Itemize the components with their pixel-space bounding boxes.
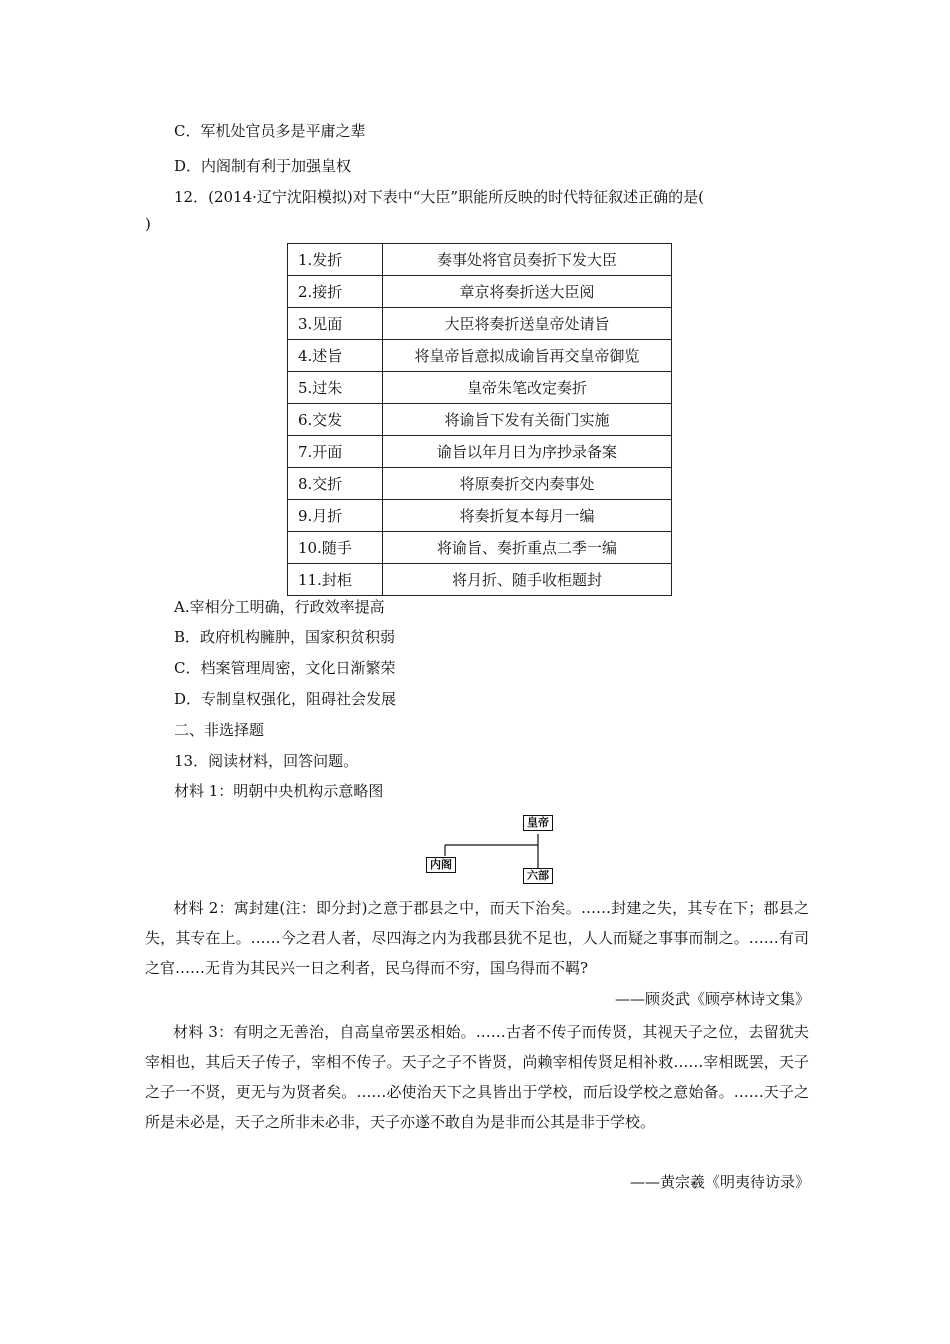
table-cell-step: 3.见面	[288, 308, 383, 340]
table-row	[288, 468, 672, 500]
table-row	[288, 436, 672, 468]
material2-body: 材料 2：寓封建(注：即分封)之意于郡县之中，而天下治矣。……封建之失，其专在下；郡县之失，其专在上。……今之君人者，尽四海之内为我郡县犹不足也，人人而疑之事事而制之。……有司之官……无肯为其民兴一日之利者，民乌得而不穷，国乌得而不羁?	[145, 899, 809, 977]
table-cell-desc: 章京将奏折送大臣阅	[383, 276, 672, 308]
material2-text	[145, 893, 809, 983]
table-cell-step: 5.过朱	[288, 372, 383, 404]
table-cell-step: 11.封柜	[288, 564, 383, 596]
table-cell-step: 4.述旨	[288, 340, 383, 372]
table-row	[288, 244, 672, 276]
table-row	[288, 404, 672, 436]
material3-body: 材料 3：有明之无善治，自高皇帝罢丞相始。……古者不传子而传贤，其视天子之位，去留犹夫宰相也，其后天子传子，宰相不传子。天子之子不皆贤，尚赖宰相传贤足相补救……宰相既罢，天子之子一不贤，更无与为贤者矣。……必使治天下之具皆出于学校，而后设学校之意始备。……天子之所是未必是，天子之所非未必非，天子亦遂不敢自为是非而公其是非于学校。	[145, 1023, 809, 1131]
material1-title: 材料 1：明朝中央机构示意略图	[174, 782, 384, 800]
table-row	[288, 276, 672, 308]
diagram-ministries: 六部	[523, 868, 553, 884]
table-cell-desc: 大臣将奏折送皇帝处请旨	[383, 308, 672, 340]
section-heading: 二、非选择题	[174, 721, 265, 739]
table-cell-step: 2.接折	[288, 276, 383, 308]
table-cell-desc: 将皇帝旨意拟成谕旨再交皇帝御览	[383, 340, 672, 372]
option-d-prev: D．内阁制有利于加强皇权	[174, 157, 352, 175]
table-row	[288, 372, 672, 404]
material2-source: ——顾炎武《顾亭林诗文集》	[614, 990, 810, 1008]
q13-stem: 13．阅读材料，回答问题。	[174, 752, 359, 770]
table-cell-desc: 将月折、随手收柜题封	[383, 564, 672, 596]
q12-option-c: C．档案管理周密，文化日渐繁荣	[174, 659, 396, 677]
q12-option-a: A.宰相分工明确，行政效率提高	[174, 598, 385, 616]
table-cell-step: 9.月折	[288, 500, 383, 532]
table-row	[288, 500, 672, 532]
duties-table	[287, 243, 672, 596]
table-cell-step: 7.开面	[288, 436, 383, 468]
table-cell-desc: 将奏折复本每月一编	[383, 500, 672, 532]
table-cell-desc: 将谕旨下发有关衙门实施	[383, 404, 672, 436]
table-cell-step: 10.随手	[288, 532, 383, 564]
table-cell-desc: 将谕旨、奏折重点二季一编	[383, 532, 672, 564]
table-row	[288, 564, 672, 596]
q12-stem: 12．(2014·辽宁沈阳模拟)对下表中“大臣”职能所反映的时代特征叙述正确的是(	[174, 188, 704, 206]
table-cell-desc: 奏事处将官员奏折下发大臣	[383, 244, 672, 276]
q12-option-d: D．专制皇权强化，阻碍社会发展	[174, 690, 397, 708]
q12-option-b: B．政府机构臃肿，国家积贫积弱	[174, 628, 396, 646]
material3-source: ——黄宗羲《明夷待访录》	[629, 1173, 810, 1191]
table-row	[288, 532, 672, 564]
table-row	[288, 308, 672, 340]
table-cell-step: 1.发折	[288, 244, 383, 276]
diagram-cabinet: 内阁	[426, 857, 456, 873]
table-row	[288, 340, 672, 372]
material3-text	[145, 1017, 809, 1137]
diagram-emperor: 皇帝	[523, 815, 553, 831]
table-cell-desc: 谕旨以年月日为序抄录备案	[383, 436, 672, 468]
table-cell-desc: 将原奏折交内奏事处	[383, 468, 672, 500]
table-cell-desc: 皇帝朱笔改定奏折	[383, 372, 672, 404]
option-c-prev: C．军机处官员多是平庸之辈	[174, 122, 366, 140]
q12-stem-end: )	[145, 215, 151, 233]
table-cell-step: 8.交折	[288, 468, 383, 500]
table-cell-step: 6.交发	[288, 404, 383, 436]
